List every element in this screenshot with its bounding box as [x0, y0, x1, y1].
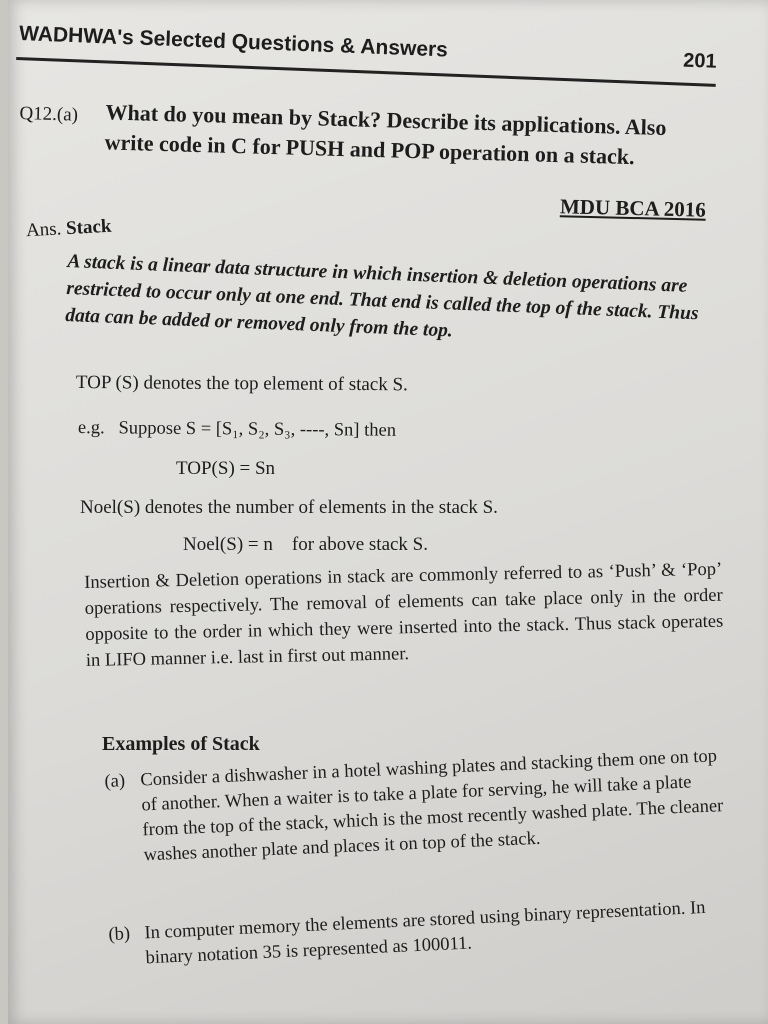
example-marker: (b) — [108, 924, 131, 945]
insertion-paragraph: Insertion & Deletion operations in stack are commonly referred to as ‘Push’ & ‘Pop’ operations respectively. The removal of elements can take place only in the order opposite to the order in which they were inserted into the stack. Thus stack operates in LIFO manner i.e. last in first out manner. — [84, 559, 724, 671]
top-description: TOP (S) denotes the top element of stack S. — [75, 372, 408, 396]
noel-formula: Noel(S) = n — [183, 534, 273, 555]
example-text: Consider a dishwasher in a hotel washing plates and stacking them one on top of another. When a waiter is to take a plate for serving, he will take a plate from the top of the stack, which is the most recently washed plate. The cleaner washes another plate and places it on top of the stack. — [140, 746, 724, 866]
example-item — [104, 744, 726, 870]
answer-heading — [25, 216, 112, 242]
example-line — [78, 418, 396, 442]
question-text: What do you mean by Stack? Describe its applications. Also write code in C for PUSH and POP operation on a stack. — [104, 99, 667, 170]
question-source: MDU BCA 2016 — [559, 194, 707, 222]
example-text: In computer memory the elements are stored using binary representation. In binary notation 35 is represented as 100011. — [144, 897, 706, 969]
answer-topic: Stack — [65, 215, 112, 240]
example-item — [108, 895, 728, 973]
examples-heading: Examples of Stack — [102, 733, 260, 755]
noel-description: Noel(S) denotes the number of elements in the stack S. — [80, 497, 498, 518]
answer-label: Ans. — [25, 218, 62, 242]
book-page — [8, 0, 768, 1024]
header-rule — [16, 57, 716, 87]
page-number: 201 — [682, 49, 718, 73]
eg-text: Suppose S = [S₁, S₂, S₃, ----, Sn] then — [118, 418, 397, 441]
noel-note: for above stack S. — [291, 534, 429, 555]
eg-label: e.g. — [77, 418, 105, 439]
stack-definition: A stack is a linear data structure in which insertion & deletion operations are restricted to occur only at one end. That end is called the top of the stack. Thus data can be added or removed only from the top. — [64, 250, 699, 342]
question-number: Q12.(a) — [19, 102, 79, 126]
top-formula: TOP(S) = Sn — [176, 458, 276, 479]
book-title: WADHWA's Selected Questions & Answers — [18, 22, 449, 62]
noel-formula-line — [183, 534, 428, 556]
example-marker: (a) — [104, 771, 126, 792]
